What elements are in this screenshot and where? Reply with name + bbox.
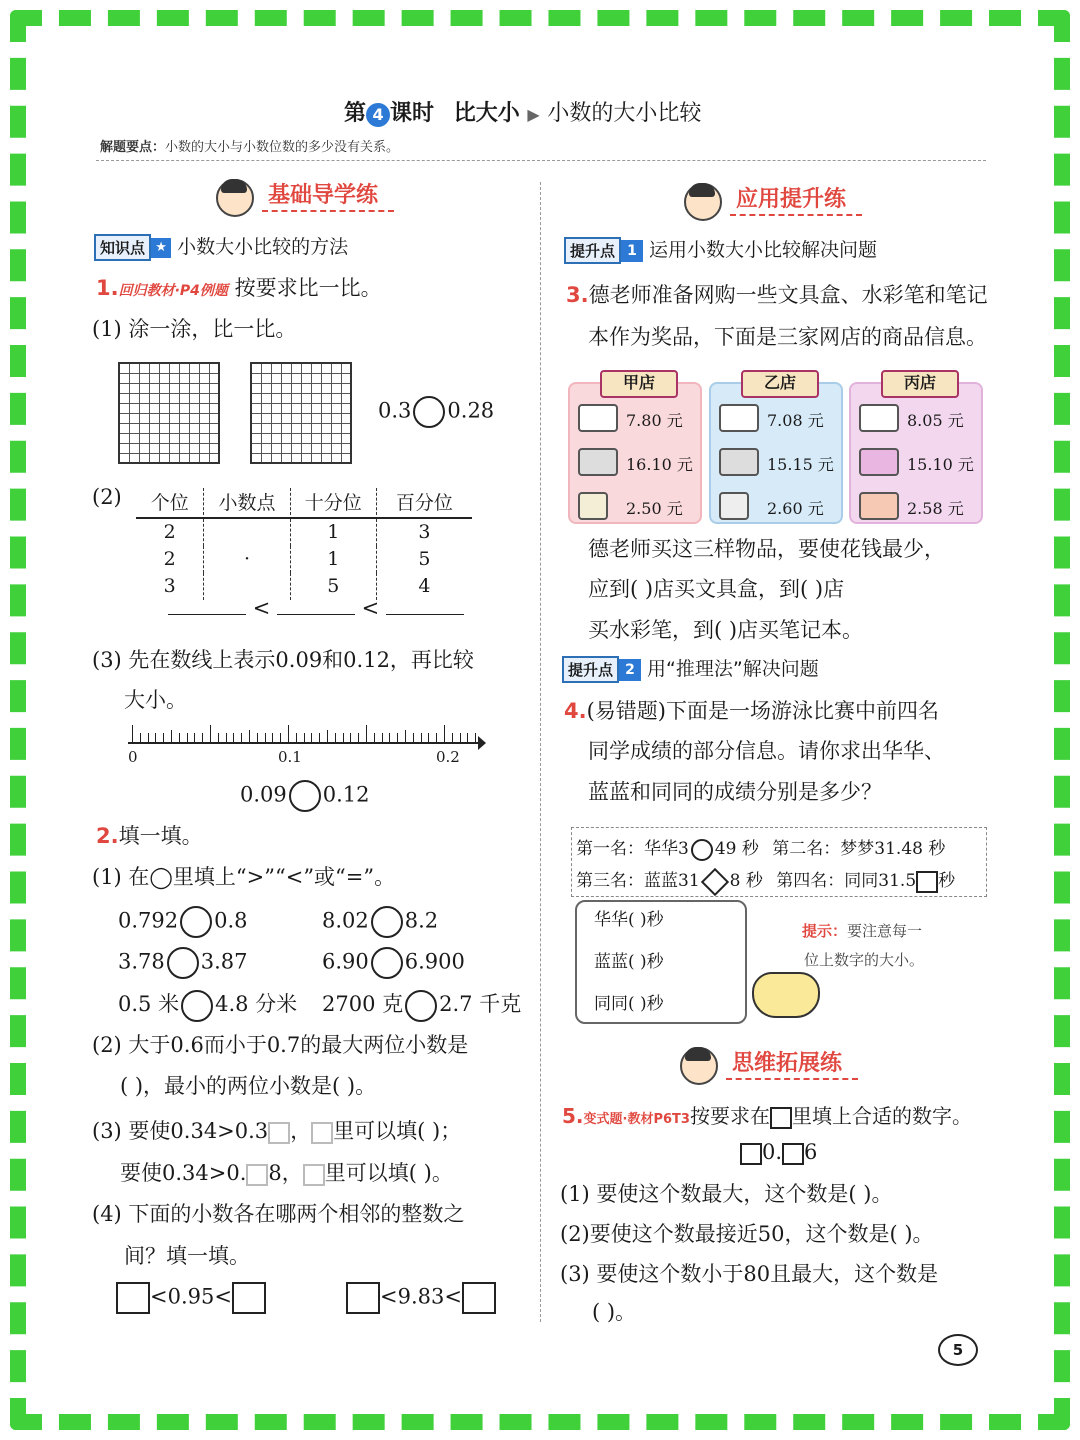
number-line-tick <box>311 733 312 743</box>
compare-right: 8.2 <box>404 908 439 933</box>
number-line-tick <box>358 733 359 743</box>
number-line-tick <box>382 733 383 743</box>
key-text: 小数的大小与小数位数的多少没有关系。 <box>165 140 400 155</box>
number-part: 0. <box>762 1140 783 1164</box>
rank-row-1 <box>576 834 945 861</box>
compare-left: 2700 克 <box>322 992 404 1016</box>
rank-row-2 <box>576 866 955 893</box>
table-cell: 4 <box>376 573 472 600</box>
markers-icon <box>578 448 618 476</box>
q1-number: 1. <box>96 276 119 300</box>
q2-text: 填一填。 <box>118 824 203 848</box>
shop-item-markers <box>578 444 696 480</box>
rank-text: 秒 <box>938 871 956 891</box>
tip-text: 运用小数大小比较解决问题 <box>649 239 878 261</box>
page-number: 5 <box>938 1334 978 1366</box>
q5-part3-line2[interactable]: ( )。 <box>592 1300 637 1324</box>
q5-text: 里填上合适的数字。 <box>791 1104 972 1128</box>
answer-circle[interactable] <box>371 947 403 979</box>
shop-yi <box>709 373 843 524</box>
lesson-number: 4 <box>366 103 390 127</box>
number-part: 6 <box>804 1140 818 1164</box>
compare-left: 3.78 <box>118 949 165 974</box>
text: 里可以填( )； <box>333 1119 462 1143</box>
compare-right: 0.28 <box>447 398 495 423</box>
rank-text: 第一名：华华3 <box>576 839 689 859</box>
pencil-case-icon <box>719 404 759 432</box>
q5-number-template <box>740 1140 817 1165</box>
answer-circle[interactable] <box>413 396 445 428</box>
number-line[interactable] <box>128 742 484 744</box>
q1-part3-line1: (3) 先在数线上表示0.09和0.12，再比较 <box>92 648 474 672</box>
page-title <box>344 96 701 127</box>
number-line-tick <box>421 733 422 743</box>
markers-icon <box>719 448 759 476</box>
price: 7.08 元 <box>767 411 824 430</box>
q3-answer-line1: 德老师买这三样物品，要使花钱最少， <box>588 537 945 561</box>
range-text: <9.83< <box>380 1284 462 1309</box>
section-title-application: 应用提升练 <box>730 187 862 216</box>
q2-number: 2. <box>96 824 119 848</box>
rank-text: 8 秒 <box>729 871 763 891</box>
key-point <box>100 136 399 155</box>
answer-diamond[interactable] <box>700 867 728 895</box>
number-line-tick <box>140 733 141 743</box>
number-line-tick <box>194 733 195 743</box>
number-line-tick <box>155 733 156 743</box>
price: 16.10 元 <box>626 455 693 474</box>
number-line-tick <box>257 733 258 743</box>
answer-box[interactable] <box>246 1164 268 1186</box>
hint <box>802 920 922 941</box>
number-line-tick <box>389 733 390 743</box>
hint-text: 要注意每一 <box>847 922 923 940</box>
shop-name: 丙店 <box>881 370 959 398</box>
shop-item-markers <box>719 444 837 480</box>
price: 2.58 元 <box>907 499 964 518</box>
number-line-tick <box>179 733 180 743</box>
answer-circle[interactable] <box>180 906 212 938</box>
number-line-tick <box>233 733 234 743</box>
number-line-tick <box>467 733 468 743</box>
q5-number: 5. <box>562 1104 584 1128</box>
axis-label: 0.1 <box>278 748 302 766</box>
tip-number: 1 <box>621 240 643 262</box>
duck-icon <box>752 972 820 1018</box>
number-line-tick <box>280 733 281 743</box>
number-line-tick <box>202 733 203 743</box>
hint-label: 提示： <box>802 922 848 940</box>
compare-right: 3.87 <box>200 949 248 974</box>
q2-part2-line2[interactable]: ( )，最小的两位小数是( )。 <box>120 1074 377 1098</box>
compare-pair <box>322 906 438 938</box>
number-line-tick <box>171 730 172 743</box>
shop-item-notebook <box>719 488 837 524</box>
q5-part2[interactable]: (2)要使这个数最接近50，这个数是( )。 <box>560 1222 934 1246</box>
shop-item-pencil-case <box>578 400 696 436</box>
arrow-icon: ▶ <box>527 105 540 124</box>
shop-name: 甲店 <box>600 370 678 398</box>
student-avatar-icon <box>684 183 722 221</box>
answer-box[interactable] <box>346 1282 380 1314</box>
order-blanks <box>168 596 464 620</box>
compare-left: 0.5 米 <box>118 992 180 1016</box>
table-body <box>136 519 472 600</box>
number-line-tick <box>350 733 351 743</box>
number-line-tick <box>460 733 461 743</box>
q3-line2: 本作为奖品，下面是三家网店的商品信息。 <box>588 325 987 349</box>
compare-left: 0.792 <box>118 908 179 933</box>
table-cell: 1 <box>290 519 376 546</box>
shop-item-markers <box>859 444 977 480</box>
compare-pair <box>322 988 521 1022</box>
compare-left: 0.3 <box>378 398 412 423</box>
compare-left: 8.02 <box>322 908 369 933</box>
q2-part1: (1) 在◯里填上“>”“<”或“=”。 <box>92 865 396 889</box>
text: 8， <box>268 1161 303 1185</box>
q5-part1[interactable]: (1) 要使这个数最大，这个数是( )。 <box>560 1182 893 1206</box>
answer-box[interactable] <box>268 1122 290 1144</box>
number-line-tick <box>226 733 227 743</box>
q3-answer-line2[interactable]: 应到( )店买文具盒，到( )店 <box>588 577 845 601</box>
number-line-tick <box>296 733 297 743</box>
q2-part3-line2 <box>120 1157 453 1187</box>
number-line-tick <box>335 733 336 743</box>
q2-part3-line1 <box>92 1115 461 1145</box>
q1-part2: (2) <box>92 485 122 509</box>
price: 7.80 元 <box>626 411 683 430</box>
q4-line1 <box>564 695 939 725</box>
answer-circle[interactable] <box>371 906 403 938</box>
number-line-tick <box>475 733 476 743</box>
answer-box[interactable] <box>311 1122 333 1144</box>
section-title-basic: 基础导学练 <box>262 183 394 212</box>
place-value-table <box>136 488 472 600</box>
axis-label: 0 <box>128 748 138 766</box>
answer-box[interactable] <box>740 1143 762 1165</box>
tip-point-2 <box>562 654 819 683</box>
number-line-tick <box>319 733 320 743</box>
answer-row[interactable]: 华华( )秒 <box>594 910 664 930</box>
answer-circle[interactable] <box>167 947 199 979</box>
table-cell <box>203 519 289 546</box>
markers-icon <box>859 448 899 476</box>
price: 2.60 元 <box>767 499 824 518</box>
answer-box[interactable] <box>916 871 938 893</box>
integer-range-a <box>116 1282 266 1314</box>
rank-text: 第四名：同同31.5 <box>776 871 917 891</box>
shop-name: 乙店 <box>741 370 819 398</box>
number-line-tick <box>343 733 344 743</box>
shop-item-pencil-case <box>719 400 837 436</box>
number-line-tick <box>148 733 149 743</box>
knowledge-point-tag: 知识点 <box>94 234 151 261</box>
price: 15.10 元 <box>907 455 974 474</box>
number-line-tick <box>327 730 328 743</box>
table-header: 个位 <box>150 492 189 514</box>
number-line-tick <box>405 730 406 743</box>
q1-heading <box>96 272 382 302</box>
compare-0.09-0.12 <box>240 780 370 812</box>
table-cell: 1 <box>290 546 376 573</box>
table-cell: · <box>203 546 289 573</box>
tip-tag: 提升点 <box>564 237 621 264</box>
compare-left: 0.09 <box>240 782 287 807</box>
table-cell: 5 <box>290 573 376 600</box>
compare-right: 0.12 <box>322 782 370 807</box>
less-than-sign: < <box>252 596 271 620</box>
number-line-tick <box>249 730 250 743</box>
pencil-case-icon <box>859 404 899 432</box>
table-header: 百分位 <box>376 488 472 515</box>
section-thinking <box>680 1046 858 1085</box>
q1-tag: 回归教材·P4例题 <box>118 283 228 299</box>
table-row <box>136 519 472 546</box>
q4-number: 4. <box>564 699 587 723</box>
rank-text: 第二名：梦梦31.48 秒 <box>772 839 946 859</box>
compare-right: 2.7 千克 <box>439 992 522 1016</box>
range-text: <0.95< <box>150 1284 232 1309</box>
number-line-tick <box>452 733 453 743</box>
number-line-tick <box>132 725 133 743</box>
unit-title: 比大小 <box>453 101 520 126</box>
axis-label: 0.2 <box>436 748 460 766</box>
shop-jia <box>568 373 702 524</box>
q3-text: 德老师准备网购一些文具盒、水彩笔和笔记 <box>588 283 988 307</box>
text: ， <box>290 1119 312 1143</box>
q4-line3: 蓝蓝和同同的成绩分别是多少？ <box>588 780 882 804</box>
q3-number: 3. <box>566 283 589 307</box>
q2-part4-line2: 间？填一填。 <box>124 1244 250 1268</box>
number-line-tick <box>288 725 289 743</box>
pencil-case-icon <box>578 404 618 432</box>
number-line-tick <box>436 733 437 743</box>
answer-row[interactable]: 蓝蓝( )秒 <box>594 952 664 972</box>
number-line-tick <box>163 733 164 743</box>
table-cell: 2 <box>163 548 176 570</box>
q2-part2-line1: (2) 大于0.6而小于0.7的最大两位小数是 <box>92 1033 469 1057</box>
knowledge-point-text: 小数大小比较的方法 <box>177 236 349 258</box>
number-line-tick <box>444 725 445 743</box>
number-line-tick <box>304 733 305 743</box>
answer-box[interactable] <box>462 1282 496 1314</box>
answer-circle[interactable] <box>405 990 437 1022</box>
price: 15.15 元 <box>767 455 834 474</box>
blank-line[interactable] <box>277 614 355 615</box>
text: 要使0.34>0. <box>120 1161 247 1185</box>
price: 2.50 元 <box>626 499 683 518</box>
compare-0.3-0.28 <box>378 396 494 428</box>
answer-circle[interactable] <box>289 780 321 812</box>
q4-line2: 同学成绩的部分信息。请你求出华华、 <box>588 739 945 763</box>
compare-pair <box>118 947 248 979</box>
tip-text: 用“推理法”解决问题 <box>647 658 819 680</box>
table-cell: 3 <box>376 519 472 546</box>
table-cell: 5 <box>376 546 472 573</box>
q5-part3-line1: (3) 要使这个数小于80且最大，这个数是 <box>560 1262 939 1286</box>
shop-item-notebook <box>578 488 696 524</box>
number-line-tick <box>374 733 375 743</box>
hundred-grid-left[interactable] <box>118 362 220 464</box>
compare-left: 6.90 <box>322 949 369 974</box>
number-line-tick <box>366 725 367 743</box>
q4-text: (易错题)下面是一场游泳比赛中前四名 <box>586 699 939 723</box>
text: (3) 要使0.34>0.3 <box>92 1119 269 1143</box>
q2-heading <box>96 820 203 850</box>
tip-tag: 提升点 <box>562 656 619 683</box>
number-line-tick <box>428 733 429 743</box>
table-header: 小数点 <box>203 488 289 515</box>
shop-bing <box>849 373 983 524</box>
header-divider <box>96 160 986 161</box>
student-avatar-icon <box>216 179 254 217</box>
number-line-arrow-icon <box>478 736 486 750</box>
notebook-icon <box>859 492 899 520</box>
compare-right: 0.8 <box>214 908 248 933</box>
lesson-prefix: 第 <box>344 101 367 126</box>
q3-line1 <box>566 279 988 309</box>
column-divider <box>540 182 541 1322</box>
knowledge-point <box>94 232 348 261</box>
number-line-tick <box>265 733 266 743</box>
q5-heading <box>562 1100 972 1129</box>
star-icon: ★ <box>151 238 171 258</box>
q5-tag: 变式题·教材P6T3 <box>583 1112 690 1127</box>
rank-text: 49 秒 <box>714 839 759 859</box>
table-cell: 3 <box>163 575 176 597</box>
price: 8.05 元 <box>907 411 964 430</box>
number-line-tick <box>210 725 211 743</box>
compare-pair <box>118 906 248 938</box>
compare-right: 6.900 <box>404 949 465 974</box>
answer-row[interactable]: 同同( )秒 <box>594 994 664 1014</box>
compare-pair <box>322 947 465 979</box>
q1-part3-line2: 大小。 <box>124 688 187 712</box>
box-symbol <box>770 1107 792 1129</box>
topic-title: 小数的大小比较 <box>547 101 702 126</box>
hundred-grid-right[interactable] <box>250 362 352 464</box>
blank-line[interactable] <box>168 614 246 615</box>
answer-circle[interactable] <box>691 839 713 861</box>
answer-box[interactable] <box>303 1164 325 1186</box>
blank-line[interactable] <box>386 614 464 615</box>
section-application <box>684 182 862 221</box>
q5-text: 按要求在 <box>689 1104 770 1128</box>
answer-box[interactable] <box>116 1282 150 1314</box>
text: 里可以填( )。 <box>324 1161 453 1185</box>
answer-box[interactable] <box>232 1282 266 1314</box>
answer-box[interactable] <box>782 1143 804 1165</box>
tip-point-1 <box>564 235 877 264</box>
section-basic <box>216 178 394 217</box>
rank-text: 第三名：蓝蓝31 <box>576 871 700 891</box>
section-title-thinking: 思维拓展练 <box>726 1051 858 1080</box>
student-avatar-icon <box>680 1047 718 1085</box>
q2-part4-line1: (4) 下面的小数各在哪两个相邻的整数之 <box>92 1202 465 1226</box>
number-line-tick <box>218 733 219 743</box>
key-label: 解题要点： <box>100 140 166 155</box>
q3-answer-line3[interactable]: 买水彩笔，到( )店买笔记本。 <box>588 618 864 642</box>
number-line-tick <box>413 733 414 743</box>
less-than-sign: < <box>361 596 380 620</box>
notebook-icon <box>719 492 749 520</box>
q1-part1: (1) 涂一涂，比一比。 <box>92 317 297 341</box>
number-line-tick <box>241 733 242 743</box>
number-line-tick <box>187 733 188 743</box>
integer-range-b <box>346 1282 496 1314</box>
table-row <box>136 546 472 573</box>
shop-item-notebook <box>859 488 977 524</box>
lesson-suffix: 课时 <box>390 101 435 126</box>
table-header: 十分位 <box>290 488 376 515</box>
tip-number: 2 <box>619 659 641 681</box>
answer-circle[interactable] <box>181 990 213 1022</box>
number-line-tick <box>397 733 398 743</box>
compare-right: 4.8 分米 <box>215 992 298 1016</box>
shop-item-pencil-case <box>859 400 977 436</box>
number-line-tick <box>272 733 273 743</box>
notebook-icon <box>578 492 608 520</box>
compare-pair <box>118 988 297 1022</box>
table-cell: 2 <box>163 521 176 543</box>
hint-text: 位上数字的大小。 <box>804 951 925 969</box>
q1-text: 按要求比一比。 <box>234 276 382 300</box>
